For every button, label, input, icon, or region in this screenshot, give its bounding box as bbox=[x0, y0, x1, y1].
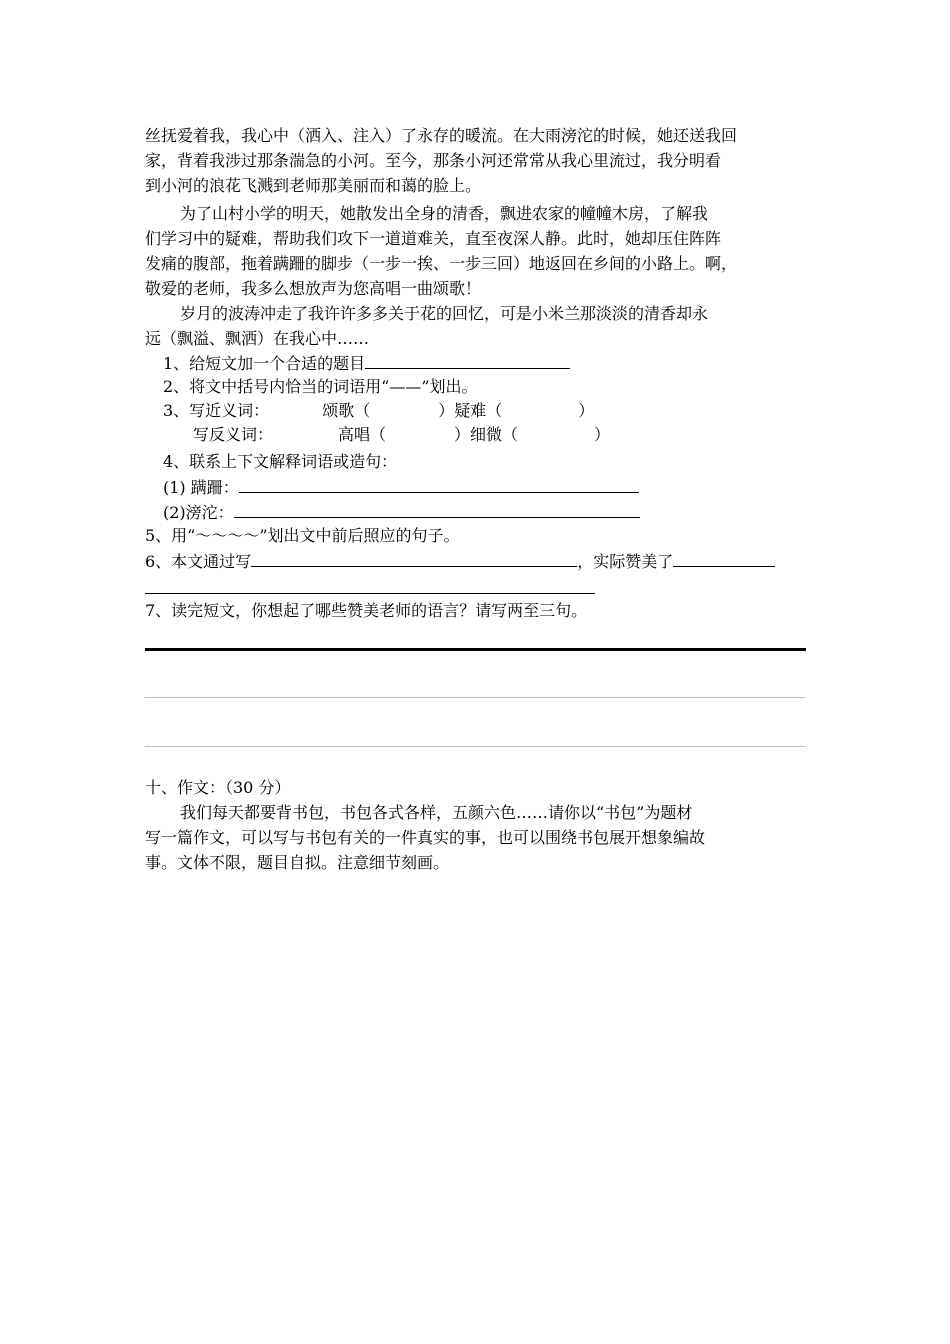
title-answer-blank[interactable] bbox=[365, 351, 570, 369]
question-6-text-b: ，实际赞美了 bbox=[577, 552, 674, 571]
question-5: 5、用“～～～～”划出文中前后照应的句子。 bbox=[145, 526, 460, 545]
question-4: 4、联系上下文解释词语或造句： bbox=[163, 452, 398, 471]
answer-line[interactable] bbox=[145, 697, 805, 698]
passage-line: 岁月的波涛冲走了我许许多多关于花的回忆，可是小米兰那淡淡的清香却永 bbox=[180, 304, 709, 323]
antonym-close: ） bbox=[594, 425, 611, 444]
synonym-word-1: 颂歌（ bbox=[322, 401, 371, 420]
content-answer-blank[interactable] bbox=[251, 549, 577, 567]
antonym-label: 写反义词： bbox=[193, 425, 274, 444]
composition-line: 我们每天都要背书包，书包各式各样，五颜六色……请你以“书包”为题材 bbox=[180, 803, 693, 822]
composition-line: 写一篇作文，可以写与书包有关的一件真实的事，也可以围绕书包展开想象编故 bbox=[145, 828, 706, 847]
answer-line[interactable] bbox=[145, 648, 806, 651]
passage-line: 到小河的浪花飞溅到老师那美丽而和蔼的脸上。 bbox=[145, 176, 482, 195]
question-3-label: 3、写近义词： bbox=[163, 401, 270, 420]
question-1 bbox=[163, 351, 570, 376]
passage-line: 远（飘溢、飘洒）在我心中…… bbox=[145, 329, 370, 348]
question-4-2 bbox=[163, 500, 640, 525]
synonym-close: ） bbox=[578, 401, 595, 420]
passage-line: 家，背着我涉过那条湍急的小河。至今，那条小河还常常从我心里流过，我分明看 bbox=[145, 151, 722, 170]
antonym-word-1: 高唱（ bbox=[338, 425, 387, 444]
question-4-2-label: (2)滂沱： bbox=[163, 503, 234, 522]
question-3-antonyms bbox=[193, 423, 610, 447]
question-4-1-label: (1) 蹒跚： bbox=[163, 478, 239, 497]
question-2: 2、将文中括号内恰当的词语用“——”划出。 bbox=[163, 377, 478, 396]
question-3-synonyms bbox=[163, 399, 594, 423]
synonym-word-2: ）疑难（ bbox=[438, 401, 503, 420]
question-1-text: 1、给短文加一个合适的题目 bbox=[163, 354, 366, 373]
answer-line[interactable] bbox=[145, 746, 805, 747]
antonym-word-2: ）细微（ bbox=[454, 425, 519, 444]
passage-line: 为了山村小学的明天，她散发出全身的清香，飘进农家的幢幢木房，了解我 bbox=[180, 204, 709, 223]
question-7: 7、读完短文，你想起了哪些赞美老师的语言？请写两至三句。 bbox=[145, 601, 588, 620]
passage-line: 发痛的腹部，拖着蹒跚的脚步（一步一挨、一步三回）地返回在乡间的小路上。啊， bbox=[145, 254, 738, 273]
passage-line: 们学习中的疑难，帮助我们攻下一道道难关，直至夜深人静。此时，她却压住阵阵 bbox=[145, 229, 722, 248]
explain-answer-blank[interactable] bbox=[234, 500, 640, 518]
explain-answer-blank[interactable] bbox=[239, 475, 639, 493]
praise-answer-blank[interactable] bbox=[673, 549, 775, 567]
question-4-1 bbox=[163, 475, 639, 500]
passage-line: 丝抚爱着我，我心中（洒入、注入）了永存的暖流。在大雨滂沱的时候，她还送我回 bbox=[145, 126, 738, 145]
praise-answer-blank-continued[interactable] bbox=[145, 593, 595, 594]
composition-line: 事。文体不限，题目自拟。注意细节刻画。 bbox=[145, 853, 450, 872]
question-6-text-a: 6、本文通过写 bbox=[145, 552, 252, 571]
passage-line: 敬爱的老师，我多么想放声为您高唱一曲颂歌！ bbox=[145, 279, 482, 298]
composition-heading: 十、作文：（30 分） bbox=[145, 778, 291, 797]
question-6 bbox=[145, 549, 775, 574]
